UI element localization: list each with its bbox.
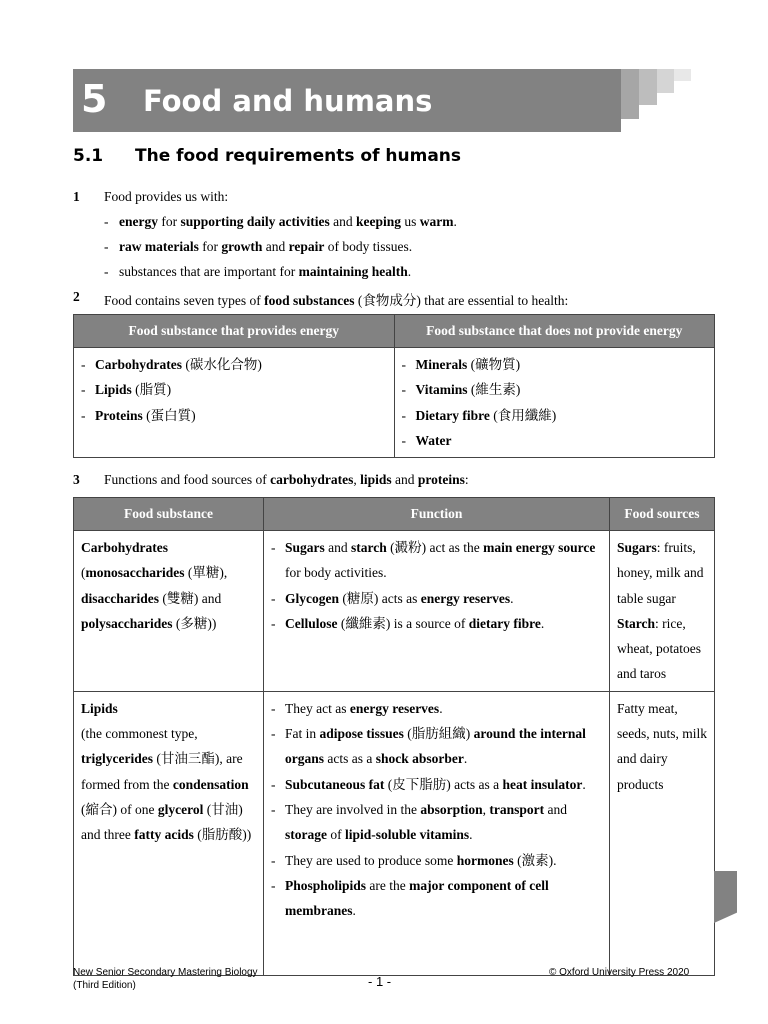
table-row <box>74 531 715 692</box>
function-cell <box>264 691 610 975</box>
point-number: 3 <box>73 472 80 487</box>
list-item: - They are used to produce some hormones (激素). <box>271 848 602 873</box>
energy-providing-cell <box>74 348 395 458</box>
book-edition: (Third Edition) <box>73 980 136 991</box>
list-item: - Water <box>402 428 708 453</box>
substance-cell: Carbohydrates (monosaccharides (單糖), disaccharides (雙糖) and polysaccharides (多糖)) <box>74 531 264 692</box>
list-item: - Minerals (礦物質) <box>402 352 708 377</box>
chapter-banner <box>73 69 621 132</box>
functions-table <box>73 497 715 976</box>
sources-cell: Fatty meat, seeds, nuts, milk and dairy products <box>610 691 715 975</box>
list-item: - Phospholipids are the major component of cell membranes. <box>271 873 602 924</box>
book-title: New Senior Secondary Mastering Biology <box>73 967 258 978</box>
list-item: - Vitamins (維生素) <box>402 377 708 402</box>
list-item: raw materials for growth and repair of body tissues. <box>119 239 413 254</box>
point-number: 1 <box>73 189 80 204</box>
list-item: - Proteins (蛋白質) <box>81 403 387 428</box>
table-header: Food sources <box>610 498 715 531</box>
point1-intro: Food provides us with: <box>104 189 229 204</box>
table-header: Food substance <box>74 498 264 531</box>
list-item: energy for supporting daily activities and keeping us warm. <box>119 214 457 229</box>
list-item: - Fat in adipose tissues (脂肪組織) around the internal organs acts as a shock absorber. <box>271 721 602 772</box>
table-header: Food substance that provides energy <box>74 315 395 348</box>
table-row <box>74 691 715 975</box>
chapter-title: Food and humans <box>143 84 433 118</box>
point3-text: Functions and food sources of carbohydrates, lipids and proteins: <box>104 472 469 487</box>
list-item: - Sugars and starch (澱粉) act as the main energy source for body activities. <box>271 535 602 586</box>
function-cell <box>264 531 610 692</box>
page-number: - 1 - <box>368 974 392 989</box>
list-item: - They are involved in the absorption, transport and storage of lipid-soluble vitamins. <box>271 797 602 848</box>
table-header: Function <box>264 498 610 531</box>
list-item: - Cellulose (纖維素) is a source of dietary fibre. <box>271 611 602 636</box>
list-item: - They act as energy reserves. <box>271 696 602 721</box>
list-item: - Dietary fibre (食用纖維) <box>402 403 708 428</box>
list-item: - Subcutaneous fat (皮下脂肪) acts as a heat insulator. <box>271 772 602 797</box>
list-item: - Glycogen (糖原) acts as energy reserves. <box>271 586 602 611</box>
sources-cell: Sugars: fruits, honey, milk and table sugar Starch: rice, wheat, potatoes and taros <box>610 531 715 692</box>
section-heading <box>73 146 461 166</box>
energy-table <box>73 314 715 458</box>
copyright: © Oxford University Press 2020 <box>549 967 690 978</box>
list-item: substances that are important for maintaining health. <box>119 264 412 279</box>
footer-book <box>73 966 258 992</box>
point2-text: Food contains seven types of food substances (食物成分) that are essential to health: <box>104 293 569 308</box>
table-header: Food substance that does not provide energy <box>394 315 715 348</box>
list-item: - Lipids (脂質) <box>81 377 387 402</box>
section-title: The food requirements of humans <box>135 146 462 166</box>
section-number: 5.1 <box>73 146 104 166</box>
list-item: - Carbohydrates (碳水化合物) <box>81 352 387 377</box>
side-tab <box>714 871 737 923</box>
point-number: 2 <box>73 289 80 304</box>
non-energy-cell <box>394 348 715 458</box>
substance-cell: Lipids (the commonest type, triglycerides (甘油三酯), are formed from the condensation (縮合) of one glycerol (甘油) and three fatty acids (脂肪酸)) <box>74 691 264 975</box>
chapter-number: 5 <box>81 77 108 121</box>
